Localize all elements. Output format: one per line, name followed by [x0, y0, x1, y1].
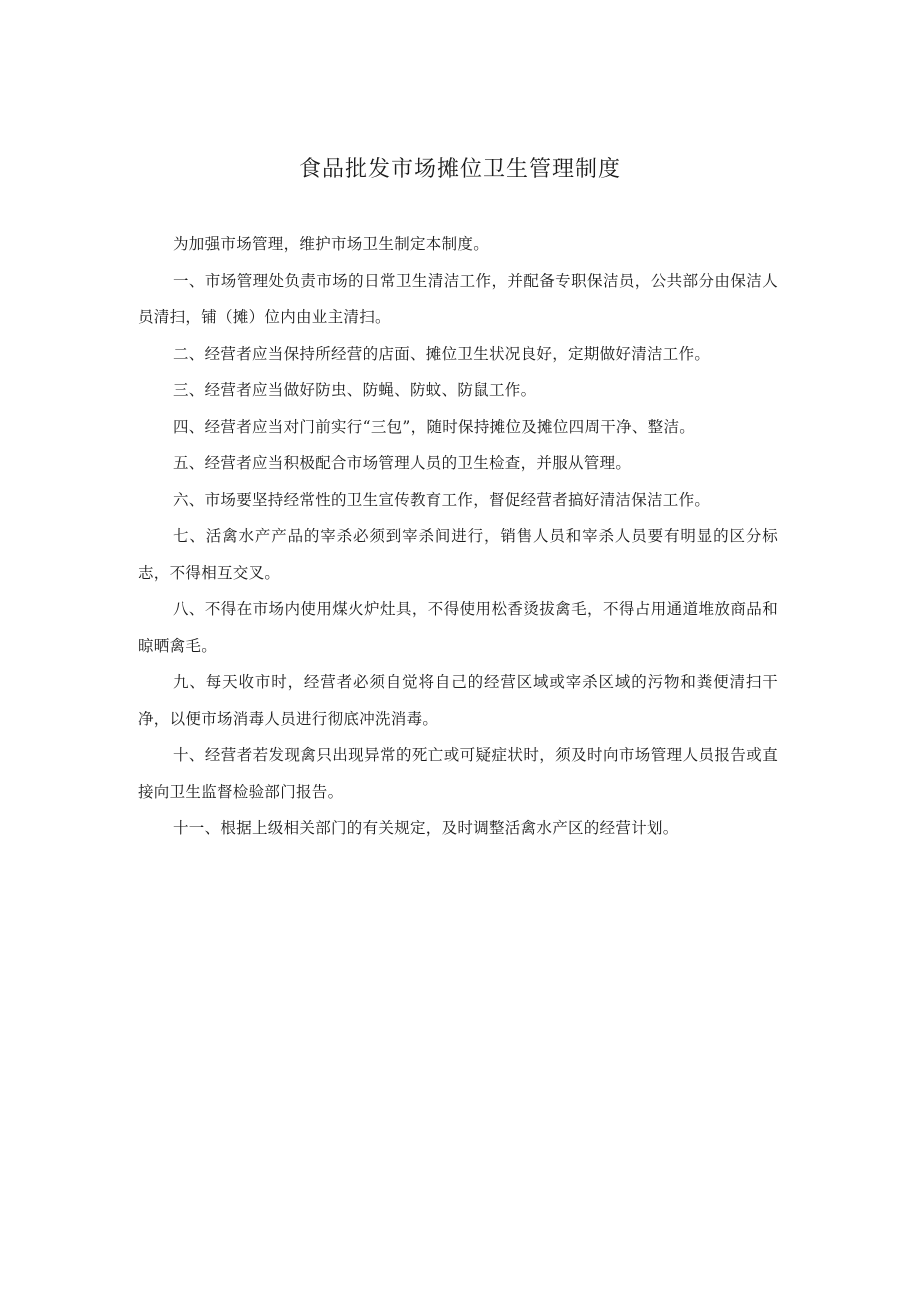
rule-10-paragraph: 十、经营者若发现禽只出现异常的死亡或可疑症状时，须及时向市场管理人员报告或直接向卫生监督检验部门报告。: [138, 746, 778, 801]
page-title: 食品批发市场摊位卫生管理制度: [298, 157, 621, 182]
rule-3-paragraph: 三、经营者应当做好防虫、防蝇、防蚊、防鼠工作。: [173, 381, 537, 399]
rule-9-paragraph: 九、每天收市时，经营者必须自觉将自己的经营区域或宰杀区域的污物和粪便清扫干净，以便市场消毒人员进行彻底冲洗消毒。: [138, 673, 778, 728]
rule-6-paragraph: 六、市场要坚持经常性的卫生宣传教育工作，督促经营者搞好清洁保洁工作。: [173, 490, 711, 509]
document-body: [138, 226, 778, 847]
rule-7-paragraph: 七、活禽水产产品的宰杀必须到宰杀间进行，销售人员和宰杀人员要有明显的区分标志，不得相互交叉。: [138, 527, 778, 582]
rule-1-paragraph: 一、市场管理处负责市场的日常卫生清洁工作，并配备专职保洁员，公共部分由保洁人员清扫，铺（摊）位内由业主清扫。: [138, 271, 778, 326]
rule-11-paragraph: 十一、根据上级相关部门的有关规定，及时调整活禽水产区的经营计划。: [173, 819, 679, 837]
intro-paragraph: 为加强市场管理，维护市场卫生制定本制度。: [173, 235, 490, 253]
rule-2-paragraph: 二、经营者应当保持所经营的店面、摊位卫生状况良好，定期做好清洁工作。: [173, 344, 711, 363]
rule-8-paragraph: 八、不得在市场内使用煤火炉灶具，不得使用松香烫拔禽毛，不得占用通道堆放商品和晾晒禽毛。: [138, 600, 778, 655]
rule-5-paragraph: 五、经营者应当积极配合市场管理人员的卫生检查，并服从管理。: [173, 454, 632, 472]
rule-4-paragraph: 四、经营者应当对门前实行“三包”，随时保持摊位及摊位四周干净、整洁。: [173, 417, 696, 436]
